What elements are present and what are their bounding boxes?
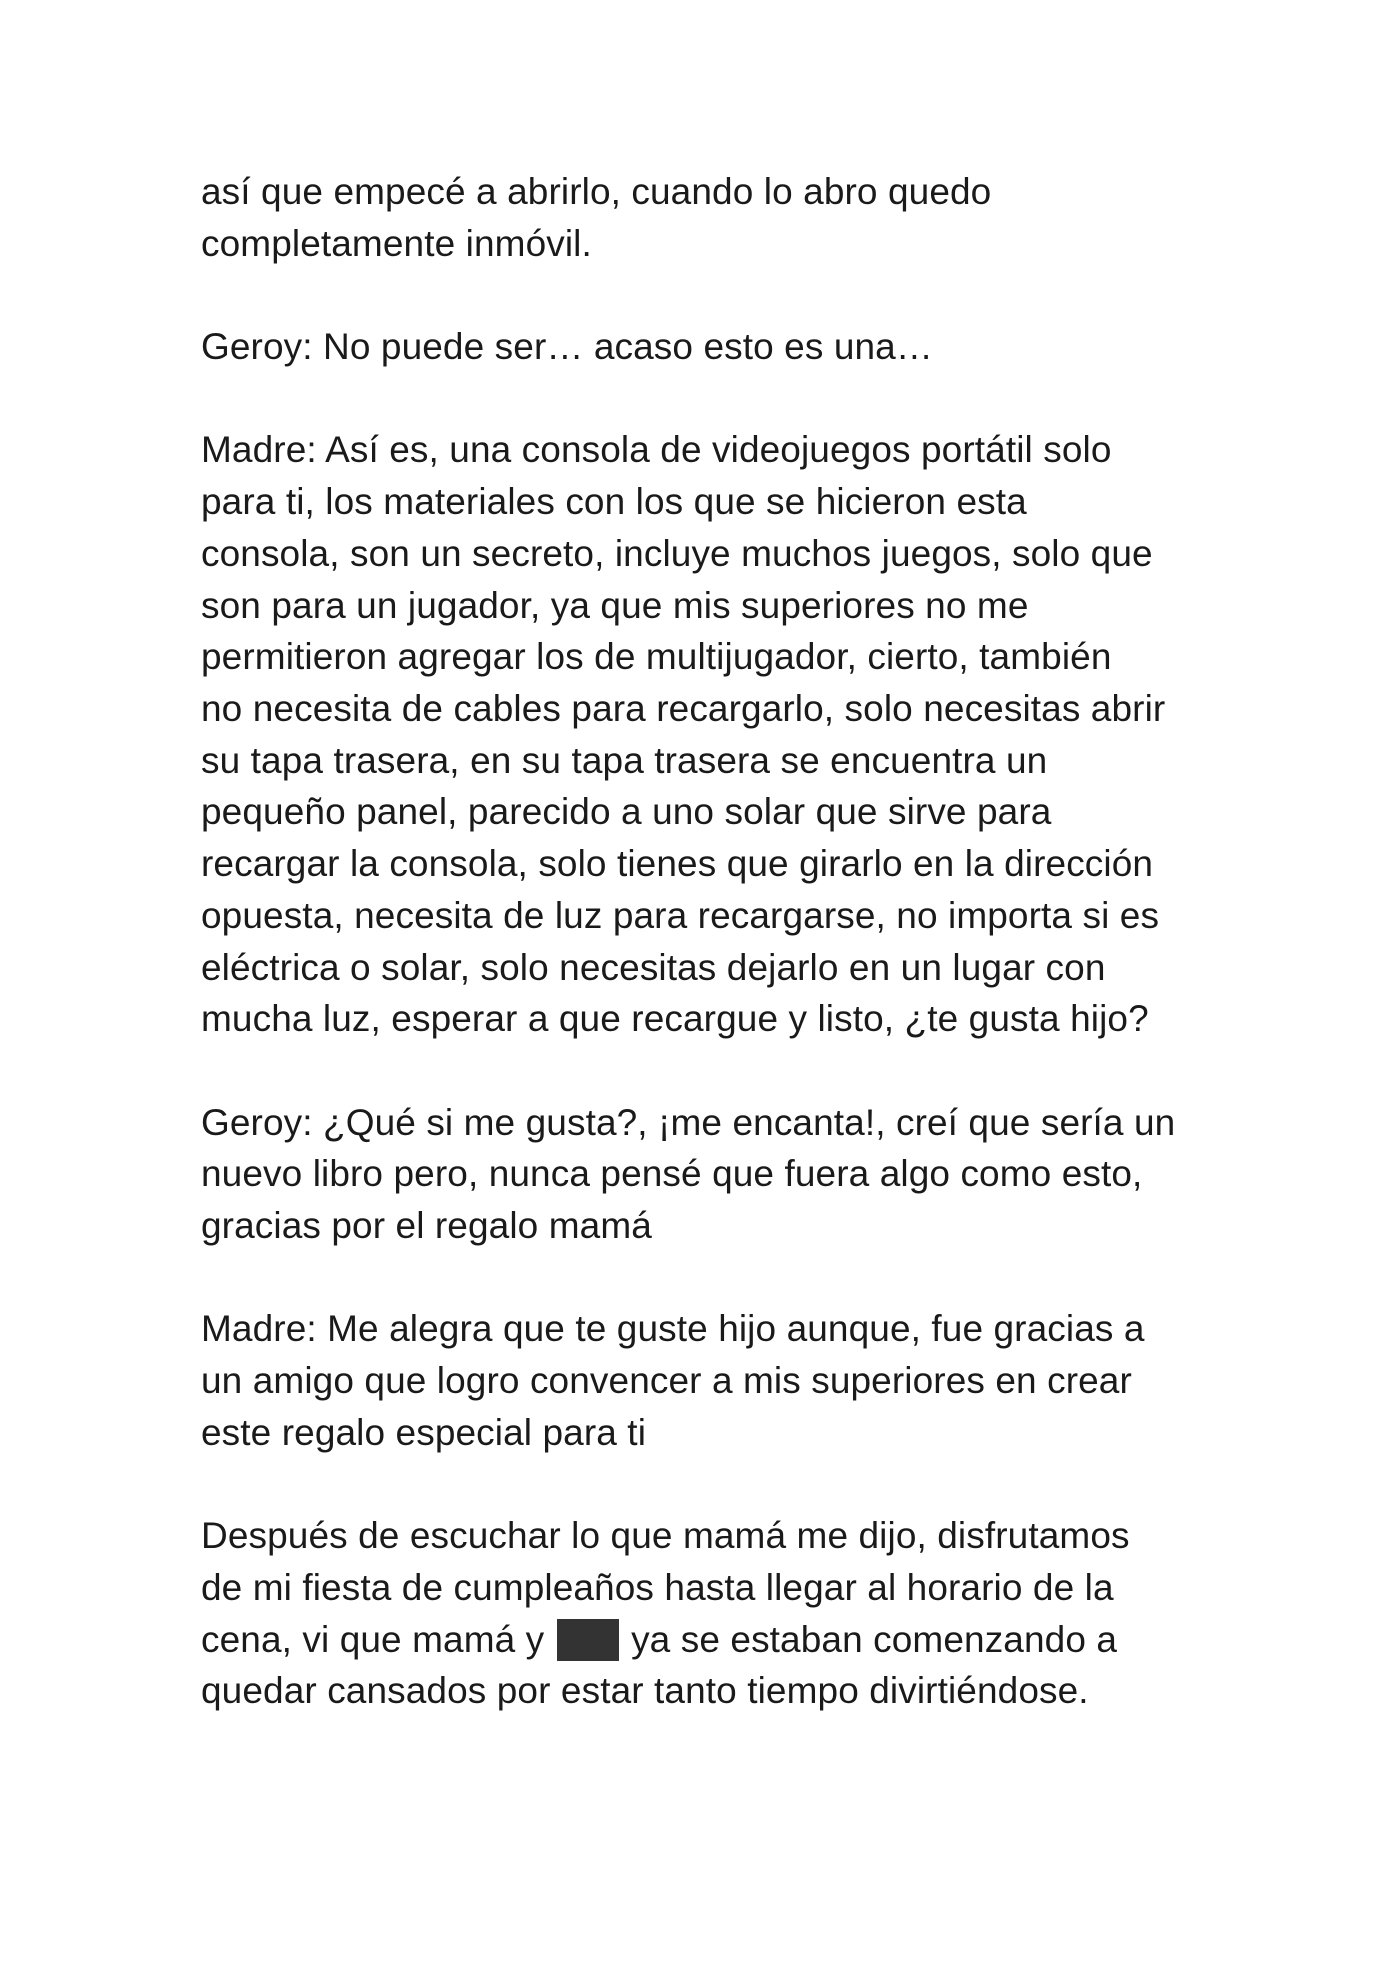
text-line: eléctrica o solar, solo necesitas dejarlo en un lugar con [201, 946, 1106, 988]
text-line: nuevo libro pero, nunca pensé que fuera algo como esto, [201, 1153, 1143, 1195]
text-line: este regalo especial para ti [201, 1411, 647, 1453]
text-line: consola, son un secreto, incluye muchos juegos, solo que [201, 532, 1153, 574]
text-line: completamente inmóvil. [201, 222, 592, 264]
redaction-block [557, 1619, 619, 1661]
text-fragment: ya se estaban comenzando a [631, 1618, 1118, 1660]
paragraph-narration-closing [201, 1510, 1211, 1717]
text-line: de mi fiesta de cumpleaños hasta llegar al horario de la [201, 1566, 1114, 1608]
text-line: gracias por el regalo mamá [201, 1205, 652, 1247]
text-line-with-redaction [201, 1614, 1211, 1666]
text-line: quedar cansados por estar tanto tiempo divirtiéndose. [201, 1670, 1089, 1712]
text-line: permitieron agregar los de multijugador, cierto, también [201, 636, 1112, 678]
text-line: Geroy: No puede ser… acaso esto es una… [201, 326, 933, 368]
story-text [201, 166, 1211, 1769]
text-line: Madre: Me alegra que te guste hijo aunque, fue gracias a [201, 1308, 1145, 1350]
text-line: Madre: Así es, una consola de videojuegos portátil solo [201, 429, 1112, 471]
text-line: para ti, los materiales con los que se hicieron esta [201, 481, 1027, 523]
text-line: así que empecé a abrirlo, cuando lo abro quedo [201, 171, 992, 212]
text-line: mucha luz, esperar a que recargue y listo, ¿te gusta hijo? [201, 998, 1149, 1040]
paragraph-madre-dialogue [201, 424, 1211, 1044]
text-line: opuesta, necesita de luz para recargarse, no importa si es [201, 894, 1160, 936]
text-line: un amigo que logro convencer a mis superiores en crear [201, 1360, 1132, 1402]
text-line: Después de escuchar lo que mamá me dijo, disfrutamos [201, 1515, 1130, 1557]
paragraph-geroy-dialogue [201, 321, 1211, 373]
text-line: no necesita de cables para recargarlo, solo necesitas abrir [201, 688, 1166, 729]
paragraph-narration-opening [201, 166, 1211, 269]
text-fragment: cena, vi que mamá y [201, 1618, 545, 1660]
text-line: Geroy: ¿Qué si me gusta?, ¡me encanta!, creí que sería un [201, 1101, 1176, 1143]
text-line: su tapa trasera, en su tapa trasera se encuentra un [201, 739, 1048, 781]
paragraph-madre-reply [201, 1303, 1211, 1458]
text-line: son para un jugador, ya que mis superiores no me [201, 584, 1029, 626]
paragraph-geroy-reply [201, 1097, 1211, 1252]
text-line: recargar la consola, solo tienes que girarlo en la dirección [201, 843, 1154, 885]
text-line: pequeño panel, parecido a uno solar que sirve para [201, 791, 1052, 833]
